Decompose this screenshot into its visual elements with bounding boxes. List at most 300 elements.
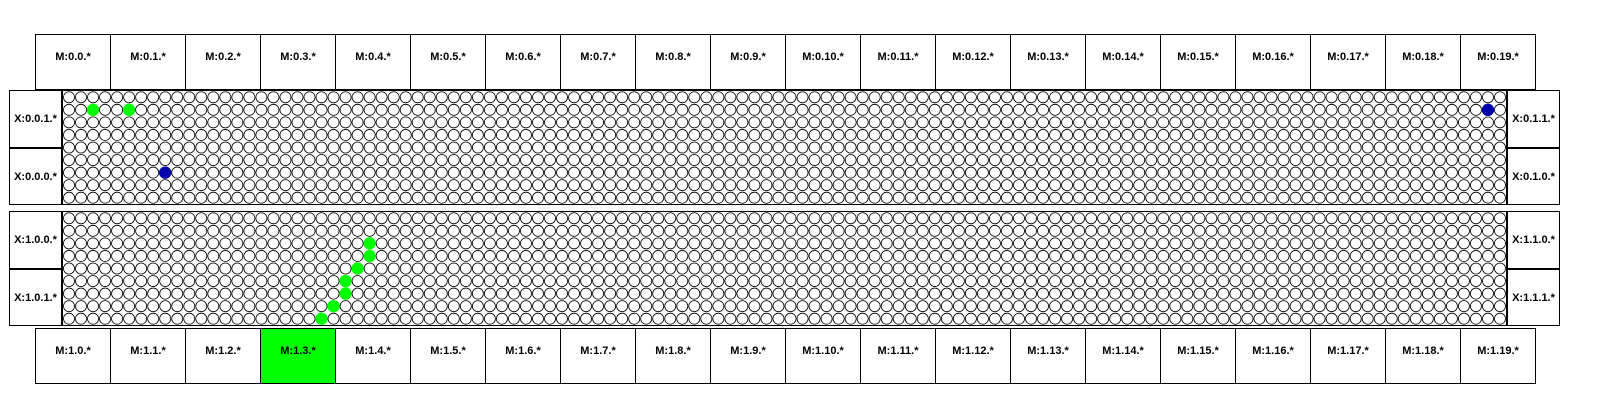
grid-cell: [1146, 192, 1157, 203]
grid-cell: [1290, 117, 1301, 128]
grid-cell: [1134, 155, 1145, 166]
grid-cell: [256, 192, 267, 203]
grid-cell: [773, 288, 784, 299]
grid-cell: [316, 142, 327, 153]
grid-cell: [713, 117, 724, 128]
grid-cell: [256, 142, 267, 153]
grid-cell: [208, 117, 219, 128]
grid-cell: [88, 250, 99, 261]
grid-cell: [713, 142, 724, 153]
top-module-11[interactable]: M:0.11.*: [860, 34, 936, 90]
bottom-module-18[interactable]: M:1.18.*: [1385, 328, 1461, 384]
grid-cell: [496, 225, 507, 236]
grid-cell: [63, 288, 74, 299]
grid-cell: [977, 192, 988, 203]
grid-cell: [845, 238, 856, 249]
grid-cell: [1122, 250, 1133, 261]
grid-cell: [292, 250, 303, 261]
grid-cell: [1338, 225, 1349, 236]
top-module-9[interactable]: M:0.9.*: [710, 34, 786, 90]
grid-cell: [1350, 104, 1361, 115]
grid-cell: [304, 117, 315, 128]
grid-cell: [641, 92, 652, 103]
grid-cell: [436, 301, 447, 312]
bottom-module-9[interactable]: M:1.9.*: [710, 328, 786, 384]
grid-cell: [653, 92, 664, 103]
grid-cell: [1158, 276, 1169, 287]
grid-cell: [1494, 92, 1505, 103]
grid-cell: [1314, 238, 1325, 249]
grid-cell: [1013, 225, 1024, 236]
active-cell-green[interactable]: [352, 263, 364, 275]
grid-cell: [569, 92, 580, 103]
grid-cell: [641, 276, 652, 287]
grid-cell: [1025, 92, 1036, 103]
grid-cell: [929, 276, 940, 287]
grid-cell: [436, 117, 447, 128]
top-module-15[interactable]: M:0.15.*: [1160, 34, 1236, 90]
grid-cell: [725, 276, 736, 287]
grid-cell: [1350, 129, 1361, 140]
top-module-13[interactable]: M:0.13.*: [1010, 34, 1086, 90]
grid-cell: [1001, 213, 1012, 224]
top-module-8[interactable]: M:0.8.*: [635, 34, 711, 90]
grid-cell: [1398, 180, 1409, 191]
bottom-module-0[interactable]: M:1.0.*: [35, 328, 111, 384]
grid-cell: [340, 250, 351, 261]
grid-cell: [232, 192, 243, 203]
active-cell-green[interactable]: [340, 275, 352, 287]
grid-cell: [63, 276, 74, 287]
grid-cell: [701, 180, 712, 191]
grid-cell: [400, 313, 411, 324]
bottom-module-14[interactable]: M:1.14.*: [1085, 328, 1161, 384]
grid-cell: [316, 288, 327, 299]
grid-cell: [1158, 238, 1169, 249]
grid-cell: [328, 129, 339, 140]
grid-cell: [1206, 104, 1217, 115]
grid-cell: [304, 192, 315, 203]
bottom-module-15[interactable]: M:1.15.*: [1160, 328, 1236, 384]
top-module-18[interactable]: M:0.18.*: [1385, 34, 1461, 90]
grid-cell: [737, 155, 748, 166]
grid-cell: [256, 276, 267, 287]
grid-cell: [821, 142, 832, 153]
grid-cell: [1290, 301, 1301, 312]
grid-cell: [797, 167, 808, 178]
grid-cell: [905, 92, 916, 103]
grid-cell: [1314, 250, 1325, 261]
grid-cell: [1025, 238, 1036, 249]
grid-cell: [1194, 92, 1205, 103]
top-module-6[interactable]: M:0.6.*: [485, 34, 561, 90]
grid-cell: [1194, 192, 1205, 203]
grid-cell: [232, 142, 243, 153]
grid-cell: [941, 213, 952, 224]
grid-cell: [797, 155, 808, 166]
grid-cell: [1038, 117, 1049, 128]
grid-cell: [953, 213, 964, 224]
grid-cell: [749, 180, 760, 191]
grid-cell: [749, 129, 760, 140]
bottom-module-17[interactable]: M:1.17.*: [1310, 328, 1386, 384]
grid-cell: [809, 313, 820, 324]
grid-cell: [905, 225, 916, 236]
grid-cell: [953, 276, 964, 287]
grid-cell: [508, 104, 519, 115]
grid-cell: [1230, 117, 1241, 128]
bottom-module-12[interactable]: M:1.12.*: [935, 328, 1011, 384]
grid-cell: [629, 142, 640, 153]
grid-cell: [412, 180, 423, 191]
grid-cell: [1122, 213, 1133, 224]
grid-cell: [520, 192, 531, 203]
grid-cell: [1098, 155, 1109, 166]
grid-cell: [701, 313, 712, 324]
grid-cell: [1410, 92, 1421, 103]
grid-cell: [544, 250, 555, 261]
grid-cell: [88, 167, 99, 178]
grid-cell: [1050, 238, 1061, 249]
bottom-module-11[interactable]: M:1.11.*: [860, 328, 936, 384]
grid-cell: [1314, 263, 1325, 274]
grid-cell: [713, 167, 724, 178]
grid-cell: [569, 288, 580, 299]
grid-cell: [232, 117, 243, 128]
active-cell-green[interactable]: [340, 288, 352, 300]
active-cell-green[interactable]: [364, 238, 376, 250]
grid-cell: [1242, 92, 1253, 103]
grid-cell: [508, 155, 519, 166]
top-module-5[interactable]: M:0.5.*: [410, 34, 486, 90]
grid-cell: [797, 288, 808, 299]
grid-cell: [400, 167, 411, 178]
grid-cell: [1194, 276, 1205, 287]
bottom-module-16[interactable]: M:1.16.*: [1235, 328, 1311, 384]
grid-cell: [1446, 263, 1457, 274]
grid-cell: [1146, 129, 1157, 140]
bottom-module-3[interactable]: M:1.3.*: [260, 328, 336, 384]
grid-cell: [1074, 225, 1085, 236]
grid-cell: [1170, 167, 1181, 178]
grid-cell: [292, 167, 303, 178]
grid-cell: [256, 167, 267, 178]
grid-cell: [1410, 155, 1421, 166]
grid-cell: [232, 288, 243, 299]
grid-cell: [1422, 142, 1433, 153]
grid-cell: [1278, 104, 1289, 115]
grid-cell: [1110, 192, 1121, 203]
grid-cell: [869, 129, 880, 140]
grid-cell: [857, 117, 868, 128]
grid-cell: [1013, 288, 1024, 299]
bottom-module-2[interactable]: M:1.2.*: [185, 328, 261, 384]
grid-cell: [1266, 129, 1277, 140]
grid-cell: [196, 313, 207, 324]
grid-cell: [725, 225, 736, 236]
grid-cell: [881, 301, 892, 312]
grid-cell: [785, 301, 796, 312]
grid-cell: [280, 288, 291, 299]
grid-cell: [1242, 263, 1253, 274]
grid-cell: [1146, 225, 1157, 236]
grid-cell: [1266, 167, 1277, 178]
grid-cell: [112, 142, 123, 153]
grid-cell: [208, 238, 219, 249]
top-module-19[interactable]: M:0.19.*: [1460, 34, 1536, 90]
bottom-module-10[interactable]: M:1.10.*: [785, 328, 861, 384]
top-module-4[interactable]: M:0.4.*: [335, 34, 411, 90]
grid-cell: [364, 213, 375, 224]
top-module-16[interactable]: M:0.16.*: [1235, 34, 1311, 90]
active-cell-green[interactable]: [87, 104, 99, 116]
top-module-2[interactable]: M:0.2.*: [185, 34, 261, 90]
grid-cell: [1194, 225, 1205, 236]
grid-cell: [1398, 301, 1409, 312]
grid-cell: [256, 104, 267, 115]
grid-cell: [689, 225, 700, 236]
grid-cell: [701, 288, 712, 299]
grid-cell: [953, 167, 964, 178]
grid-cell: [1434, 167, 1445, 178]
grid-cell: [1050, 180, 1061, 191]
grid-cell: [569, 129, 580, 140]
grid-cell: [232, 225, 243, 236]
grid-cell: [665, 180, 676, 191]
bottom-module-4[interactable]: M:1.4.*: [335, 328, 411, 384]
grid-cell: [593, 313, 604, 324]
grid-cell: [76, 276, 87, 287]
grid-cell: [1494, 117, 1505, 128]
grid-cell: [869, 167, 880, 178]
grid-cell: [184, 117, 195, 128]
grid-cell: [1434, 225, 1445, 236]
grid-cell: [1218, 129, 1229, 140]
grid-cell: [1001, 180, 1012, 191]
grid-cell: [232, 213, 243, 224]
top-module-1[interactable]: M:0.1.*: [110, 34, 186, 90]
grid-cell: [689, 192, 700, 203]
grid-cell: [472, 250, 483, 261]
grid-cell: [929, 225, 940, 236]
grid-cell: [893, 180, 904, 191]
grid-cell: [148, 313, 159, 324]
grid-cell: [196, 92, 207, 103]
grid-cell: [1290, 276, 1301, 287]
bottom-module-8[interactable]: M:1.8.*: [635, 328, 711, 384]
active-cell-green[interactable]: [123, 104, 135, 116]
active-cell-blue[interactable]: [159, 167, 171, 179]
active-cell-green[interactable]: [316, 313, 328, 325]
grid-cell: [797, 129, 808, 140]
grid-cell: [352, 213, 363, 224]
grid-cell: [1146, 238, 1157, 249]
grid-cell: [1001, 313, 1012, 324]
grid-cell: [484, 92, 495, 103]
grid-cell: [352, 129, 363, 140]
grid-cell: [1434, 192, 1445, 203]
grid-cell: [1374, 142, 1385, 153]
grid-cell: [1218, 238, 1229, 249]
grid-cell: [989, 167, 1000, 178]
grid-cell: [737, 92, 748, 103]
grid-cell: [268, 142, 279, 153]
grid-cell: [1086, 92, 1097, 103]
grid-cell: [1398, 288, 1409, 299]
grid-cell: [184, 276, 195, 287]
grid-cell: [1158, 117, 1169, 128]
grid-cell: [328, 238, 339, 249]
grid-cell: [256, 313, 267, 324]
grid-cell: [929, 142, 940, 153]
grid-cell: [100, 155, 111, 166]
grid-cell: [1422, 263, 1433, 274]
grid-cell: [821, 225, 832, 236]
grid-cell: [1374, 192, 1385, 203]
grid-cell: [1458, 104, 1469, 115]
grid-cell: [653, 142, 664, 153]
grid-cell: [1182, 288, 1193, 299]
grid-cell: [63, 180, 74, 191]
grid-cell: [124, 225, 135, 236]
bottom-module-19[interactable]: M:1.19.*: [1460, 328, 1536, 384]
grid-cell: [184, 225, 195, 236]
grid-cell: [605, 213, 616, 224]
grid-cell: [1482, 180, 1493, 191]
grid-cell: [773, 104, 784, 115]
grid-cell: [412, 104, 423, 115]
grid-cell: [460, 225, 471, 236]
grid-cell: [1001, 129, 1012, 140]
grid-cell: [1314, 129, 1325, 140]
bottom-module-7[interactable]: M:1.7.*: [560, 328, 636, 384]
grid-cell: [881, 263, 892, 274]
grid-cell: [941, 167, 952, 178]
grid-cell: [328, 213, 339, 224]
grid-cell: [1218, 92, 1229, 103]
grid-cell: [1086, 155, 1097, 166]
grid-cell: [1182, 117, 1193, 128]
grid-cell: [400, 142, 411, 153]
grid-cell: [989, 250, 1000, 261]
grid-cell: [220, 104, 231, 115]
grid-cell: [629, 192, 640, 203]
grid-cell: [1494, 225, 1505, 236]
bottom-module-6[interactable]: M:1.6.*: [485, 328, 561, 384]
grid-cell: [569, 167, 580, 178]
grid-cell: [1410, 238, 1421, 249]
grid-cell: [532, 117, 543, 128]
grid-cell: [100, 192, 111, 203]
grid-cell: [1110, 288, 1121, 299]
active-cell-green[interactable]: [364, 250, 376, 262]
grid-cell: [484, 225, 495, 236]
grid-cell: [316, 192, 327, 203]
top-module-10[interactable]: M:0.10.*: [785, 34, 861, 90]
active-cell-green[interactable]: [328, 300, 340, 312]
grid-cell: [508, 142, 519, 153]
top-module-7[interactable]: M:0.7.*: [560, 34, 636, 90]
grid-cell: [1025, 129, 1036, 140]
grid-cell: [725, 129, 736, 140]
grid-cell: [268, 225, 279, 236]
grid-cell: [1350, 313, 1361, 324]
grid-cell: [460, 250, 471, 261]
grid-cell: [833, 142, 844, 153]
grid-cell: [821, 313, 832, 324]
grid-cell: [184, 250, 195, 261]
grid-cell: [761, 92, 772, 103]
grid-cell: [424, 104, 435, 115]
top-module-3[interactable]: M:0.3.*: [260, 34, 336, 90]
grid-cell: [1086, 142, 1097, 153]
grid-cell: [785, 104, 796, 115]
grid-cell: [869, 238, 880, 249]
grid-cell: [124, 192, 135, 203]
grid-cell: [689, 155, 700, 166]
top-module-0[interactable]: M:0.0.*: [35, 34, 111, 90]
top-module-14[interactable]: M:0.14.*: [1085, 34, 1161, 90]
grid-cell: [1422, 250, 1433, 261]
grid-cell: [1278, 117, 1289, 128]
grid-cell: [1302, 192, 1313, 203]
grid-cell: [809, 213, 820, 224]
grid-cell: [653, 276, 664, 287]
grid-cell: [1050, 225, 1061, 236]
grid-cell: [1110, 238, 1121, 249]
grid-cell: [472, 155, 483, 166]
grid-cell: [1482, 288, 1493, 299]
grid-cell: [496, 301, 507, 312]
top-module-12[interactable]: M:0.12.*: [935, 34, 1011, 90]
grid-cell: [761, 155, 772, 166]
grid-cell: [460, 213, 471, 224]
bottom-module-5[interactable]: M:1.5.*: [410, 328, 486, 384]
grid-cell: [280, 117, 291, 128]
bottom-module-13[interactable]: M:1.13.*: [1010, 328, 1086, 384]
grid-cell: [544, 142, 555, 153]
grid-cell: [629, 250, 640, 261]
grid-cell: [977, 117, 988, 128]
grid-cell: [364, 167, 375, 178]
grid-cell: [364, 117, 375, 128]
grid-cell: [1110, 225, 1121, 236]
grid-cell: [1254, 155, 1265, 166]
grid-cell: [484, 104, 495, 115]
grid-cell: [905, 129, 916, 140]
grid-cell: [388, 155, 399, 166]
grid-cell: [725, 250, 736, 261]
grid-cell: [833, 92, 844, 103]
top-module-17[interactable]: M:0.17.*: [1310, 34, 1386, 90]
grid-cell: [677, 238, 688, 249]
grid-cell: [1218, 313, 1229, 324]
grid-cell: [965, 250, 976, 261]
grid-cell: [520, 276, 531, 287]
grid-cell: [713, 92, 724, 103]
grid-cell: [1278, 180, 1289, 191]
grid-cell: [1422, 92, 1433, 103]
bottom-module-1[interactable]: M:1.1.*: [110, 328, 186, 384]
grid-cell: [749, 92, 760, 103]
grid-cell: [232, 180, 243, 191]
grid-cell: [653, 213, 664, 224]
grid-cell: [1278, 155, 1289, 166]
grid-cell: [617, 129, 628, 140]
active-cell-blue[interactable]: [1482, 104, 1494, 116]
grid-cell: [1074, 276, 1085, 287]
grid-cell: [1062, 117, 1073, 128]
